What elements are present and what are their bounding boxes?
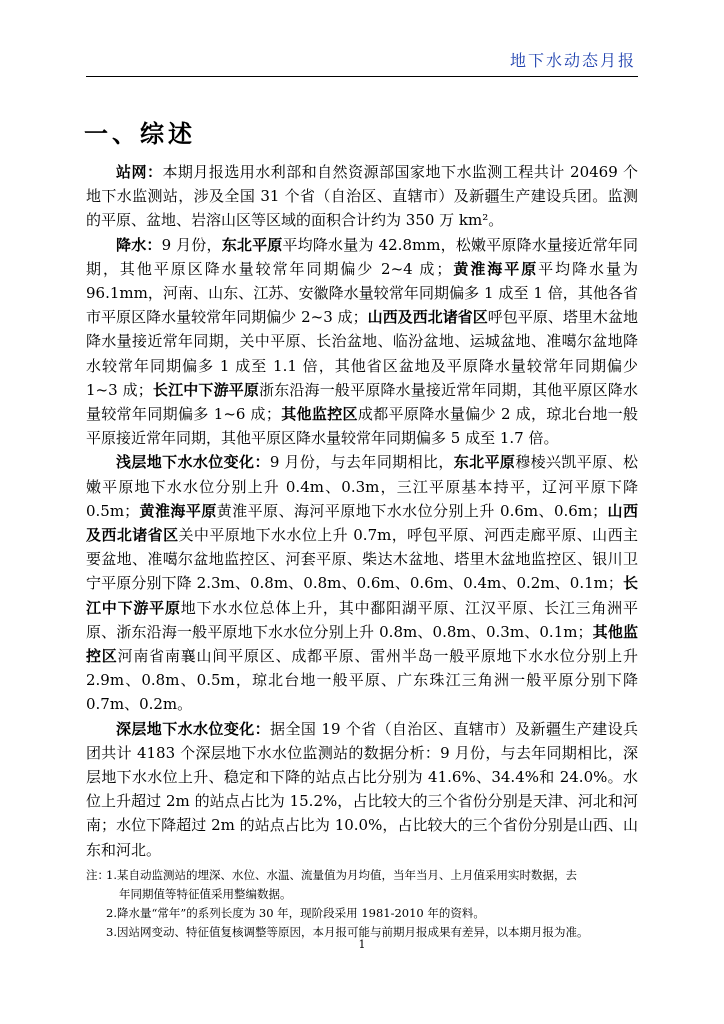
paragraph-label: 站网： xyxy=(116,163,163,181)
paragraph-label: 深层地下水水位变化： xyxy=(116,719,271,738)
page-header xyxy=(86,44,638,77)
footnote-text: 3.因站网变动、特征值复核调整等原因，本月报可能与前期月报成果有差异，以本期月报为准。 xyxy=(106,925,589,939)
paragraph-text: 成都平原降水量偏少 2 成，琼北台地一般平原接近常年同期，其他平原区降水量较常年同期偏多 5 成至 1.7 倍。 xyxy=(86,405,638,448)
region-label: 长江中下游平原 xyxy=(152,380,260,399)
footnote-text: 1.某自动监测站的埋深、水位、水温、流量值为月均值，当年当月、上月值采用实时数据，去 xyxy=(106,868,577,882)
region-label: 东北平原 xyxy=(453,453,516,472)
document-body xyxy=(86,160,638,862)
region-label: 其他监控区 xyxy=(86,622,638,666)
paragraph-text: 据全国 19 个省（自治区、直辖市）及新疆生产建设兵团共计 4183 个深层地下水水位监测站的数据分析：9 月份，与去年同期相比，深层地下水水位上升、稳定和下降的站点占比分别为 41.6%、34.4%和 24.0%。水位上升超过 2m 的站点占比为 15.2%，占比较大的三个省份分别是天津、河北和河南；水位下降超过 2m 的站点占比为 10.0%，占比较大的三个省份分别是山西、山东和河北。 xyxy=(86,719,638,859)
region-label: 黄淮海平原 xyxy=(139,501,217,520)
paragraph-text: 浙东沿海一般平原降水量接近常年同期，其他平原区降水量较常年同期偏多 1~6 成； xyxy=(86,380,638,424)
region-label: 长江中下游平原 xyxy=(86,574,638,617)
paragraph-text: 本期月报选用水利部和自然资源部国家地下水监测工程共计 20469 个地下水监测站，涉及全国 31 个省（自治区、直辖市）及新疆生产建设兵团。监测的平原、盆地、岩溶山区等区域的面积合计约为 350 万 km²。 xyxy=(86,163,638,230)
paragraph-text: 穆棱兴凯平原、松嫩平原地下水水位分别上升 0.4m、0.3m，三江平原基本持平，辽河平原下降 0.5m； xyxy=(86,453,638,520)
paragraph-text: 呼包平原、塔里木盆地降水量接近常年同期，关中平原、长治盆地、临汾盆地、运城盆地、准噶尔盆地降水较常年同期偏多 1 成至 1.1 倍，其他省区盆地及平原降水量较常年同期偏少 1~3 成； xyxy=(86,308,638,399)
paragraph-text: 平均降水量为 96.1mm，河南、山东、江苏、安徽降水量较常年同期偏多 1 成至 1 倍，其他各省市平原区降水量较常年同期偏少 2~3 成； xyxy=(86,259,638,327)
paragraph-shallow-groundwater xyxy=(86,450,638,716)
footnote-label: 注： xyxy=(86,868,109,882)
paragraph-text: 9 月份， xyxy=(161,235,222,254)
paragraph-text: 黄淮平原、海河平原地下水水位分别上升 0.6m、0.6m； xyxy=(216,501,608,520)
header-title: 地下水动态月报 xyxy=(509,51,636,70)
paragraph-text: 9 月份，与去年同期相比， xyxy=(269,453,454,472)
paragraph-label: 浅层地下水水位变化： xyxy=(116,453,270,472)
region-label: 山西及西北诸省区 xyxy=(367,308,488,327)
region-label: 其他监控区 xyxy=(280,405,358,424)
region-label: 东北平原 xyxy=(221,235,283,254)
region-label: 黄淮海平原 xyxy=(451,259,539,278)
page-number: 1 xyxy=(358,938,366,951)
region-label: 山西及西北诸省区 xyxy=(86,501,638,545)
paragraph-deep-groundwater xyxy=(86,717,638,862)
paragraph-text: 关中平原地下水水位上升 0.7m，呼包平原、河西走廊平原、山西主要盆地、准噶尔盆地监控区、河套平原、柴达木盆地、塔里木盆地监控区、银川卫宁平原分别下降 2.3m、0.8m、0.8m、0.6m、0.6m、0.4m、0.2m、0.1m； xyxy=(86,526,638,593)
paragraph-label: 降水： xyxy=(116,235,162,254)
section-heading: 一、综述 xyxy=(84,119,196,148)
paragraph-text: 平均降水量为 42.8mm，松嫩平原降水量接近常年同期，其他平原区降水量较常年同期偏少 2~4 成； xyxy=(86,235,638,278)
paragraph-text: 地下水水位总体上升，其中鄱阳湖平原、江汉平原、长江三角洲平原、浙东沿海一般平原地下水水位分别上升 0.8m、0.8m、0.3m、0.1m； xyxy=(86,598,638,641)
paragraph-text: 河南省南襄山间平原区、成都平原、雷州半岛一般平原地下水水位分别上升 2.9m、0.8m、0.5m，琼北台地一般平原、广东珠江三角洲一般平原分别下降 0.7m、0.2m。 xyxy=(86,647,638,714)
footnote-2 xyxy=(86,904,646,923)
footnote-1-continued: 年同期值等特征值采用整编数据。 xyxy=(119,887,292,901)
paragraph-station-network xyxy=(86,160,638,233)
footnote-text: 2.降水量“常年”的系列长度为 30 年，现阶段采用 1981-2010 年的资料。 xyxy=(106,906,485,920)
paragraph-precipitation xyxy=(86,233,638,451)
footnotes xyxy=(86,866,646,942)
footnote-1 xyxy=(86,866,646,885)
